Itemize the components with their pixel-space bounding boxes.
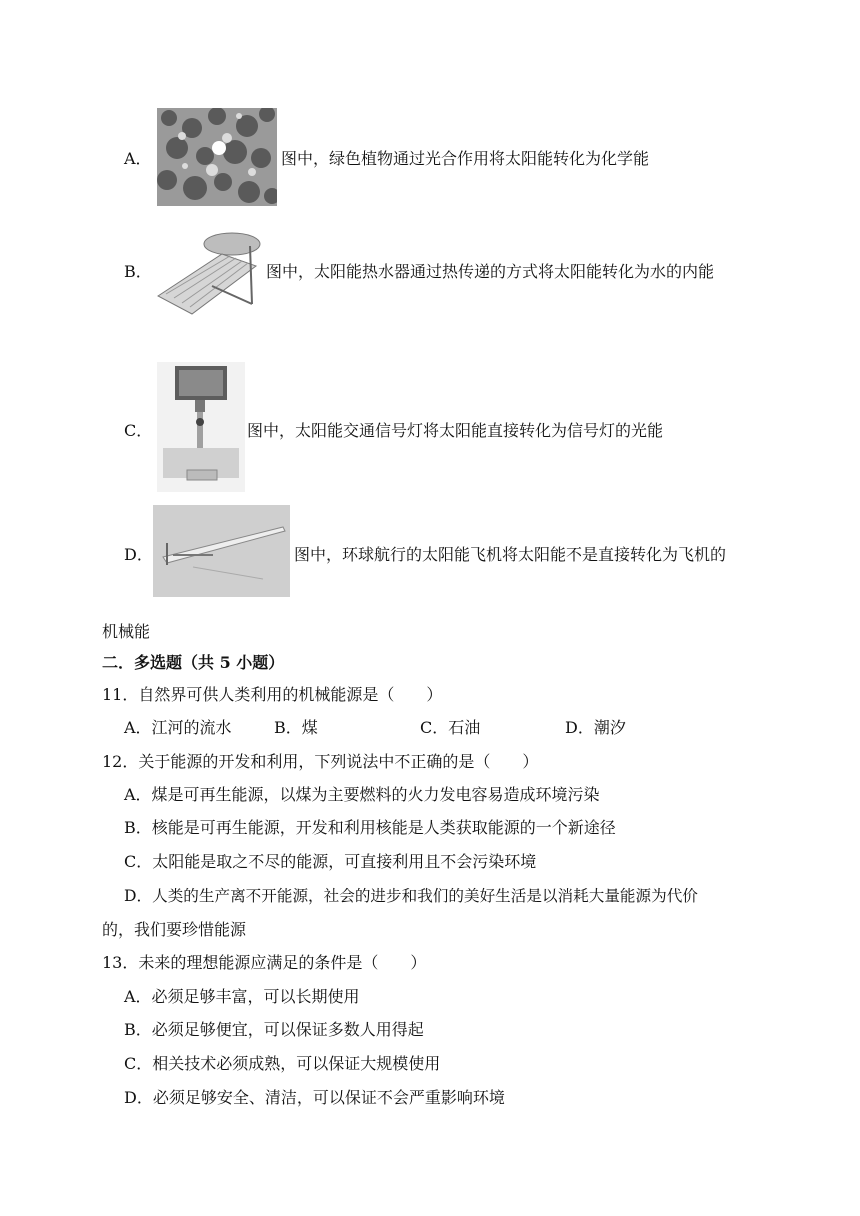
- q10-option-d-letter: D．: [124, 545, 153, 564]
- q11-option-c: C．石油: [420, 718, 481, 737]
- q11-option-d: D．潮汐: [565, 718, 626, 737]
- section-title: 二．多选题（共 5 小题）: [102, 653, 285, 672]
- q10-option-a-letter: A．: [124, 149, 152, 168]
- q10-option-c-text: 图中，太阳能交通信号灯将太阳能直接转化为信号灯的光能: [247, 421, 664, 440]
- q13-option-a: A．必须足够丰富，可以长期使用: [124, 987, 360, 1006]
- q13-stem: 13．未来的理想能源应满足的条件是（ ）: [102, 953, 427, 972]
- q10-option-c-letter: C．: [124, 421, 153, 440]
- q10-option-d-continuation: 机械能: [102, 622, 151, 641]
- q12-option-d-continuation: 的，我们要珍惜能源: [102, 920, 247, 939]
- q12-option-b: B．核能是可再生能源，开发和利用核能是人类获取能源的一个新途径: [124, 818, 616, 837]
- q13-option-d: D．必须足够安全、清洁，可以保证不会严重影响环境: [124, 1088, 505, 1107]
- q12-stem: 12．关于能源的开发和利用，下列说法中不正确的是（ ）: [102, 752, 539, 771]
- q10-option-b-text: 图中，太阳能热水器通过热传递的方式将太阳能转化为水的内能: [266, 262, 715, 281]
- q13-option-c: C．相关技术必须成熟，可以保证大规模使用: [124, 1054, 441, 1073]
- solar-water-heater-photo: [152, 226, 264, 324]
- q12-option-d: D．人类的生产离不开能源，社会的进步和我们的美好生活是以消耗大量能源为代价: [124, 887, 698, 905]
- q11-stem: 11．自然界可供人类利用的机械能源是（ ）: [102, 685, 443, 704]
- q12-option-a: A．煤是可再生能源，以煤为主要燃料的火力发电容易造成环境污染: [124, 785, 600, 804]
- q11-option-b: B．煤: [274, 718, 318, 737]
- q12-option-c: C．太阳能是取之不尽的能源，可直接利用且不会污染环境: [124, 852, 537, 871]
- solar-traffic-light-photo: [157, 362, 245, 492]
- q10-option-d-text: 图中，环球航行的太阳能飞机将太阳能不是直接转化为飞机的: [294, 545, 727, 564]
- plant-leaves-photo: [157, 108, 277, 206]
- q13-option-b: B．必须足够便宜，可以保证多数人用得起: [124, 1020, 424, 1039]
- q10-option-a-text: 图中，绿色植物通过光合作用将太阳能转化为化学能: [281, 149, 650, 168]
- q11-option-a: A．江河的流水: [124, 718, 232, 737]
- q10-option-b-letter: B．: [124, 262, 152, 281]
- solar-airplane-photo: [153, 505, 290, 597]
